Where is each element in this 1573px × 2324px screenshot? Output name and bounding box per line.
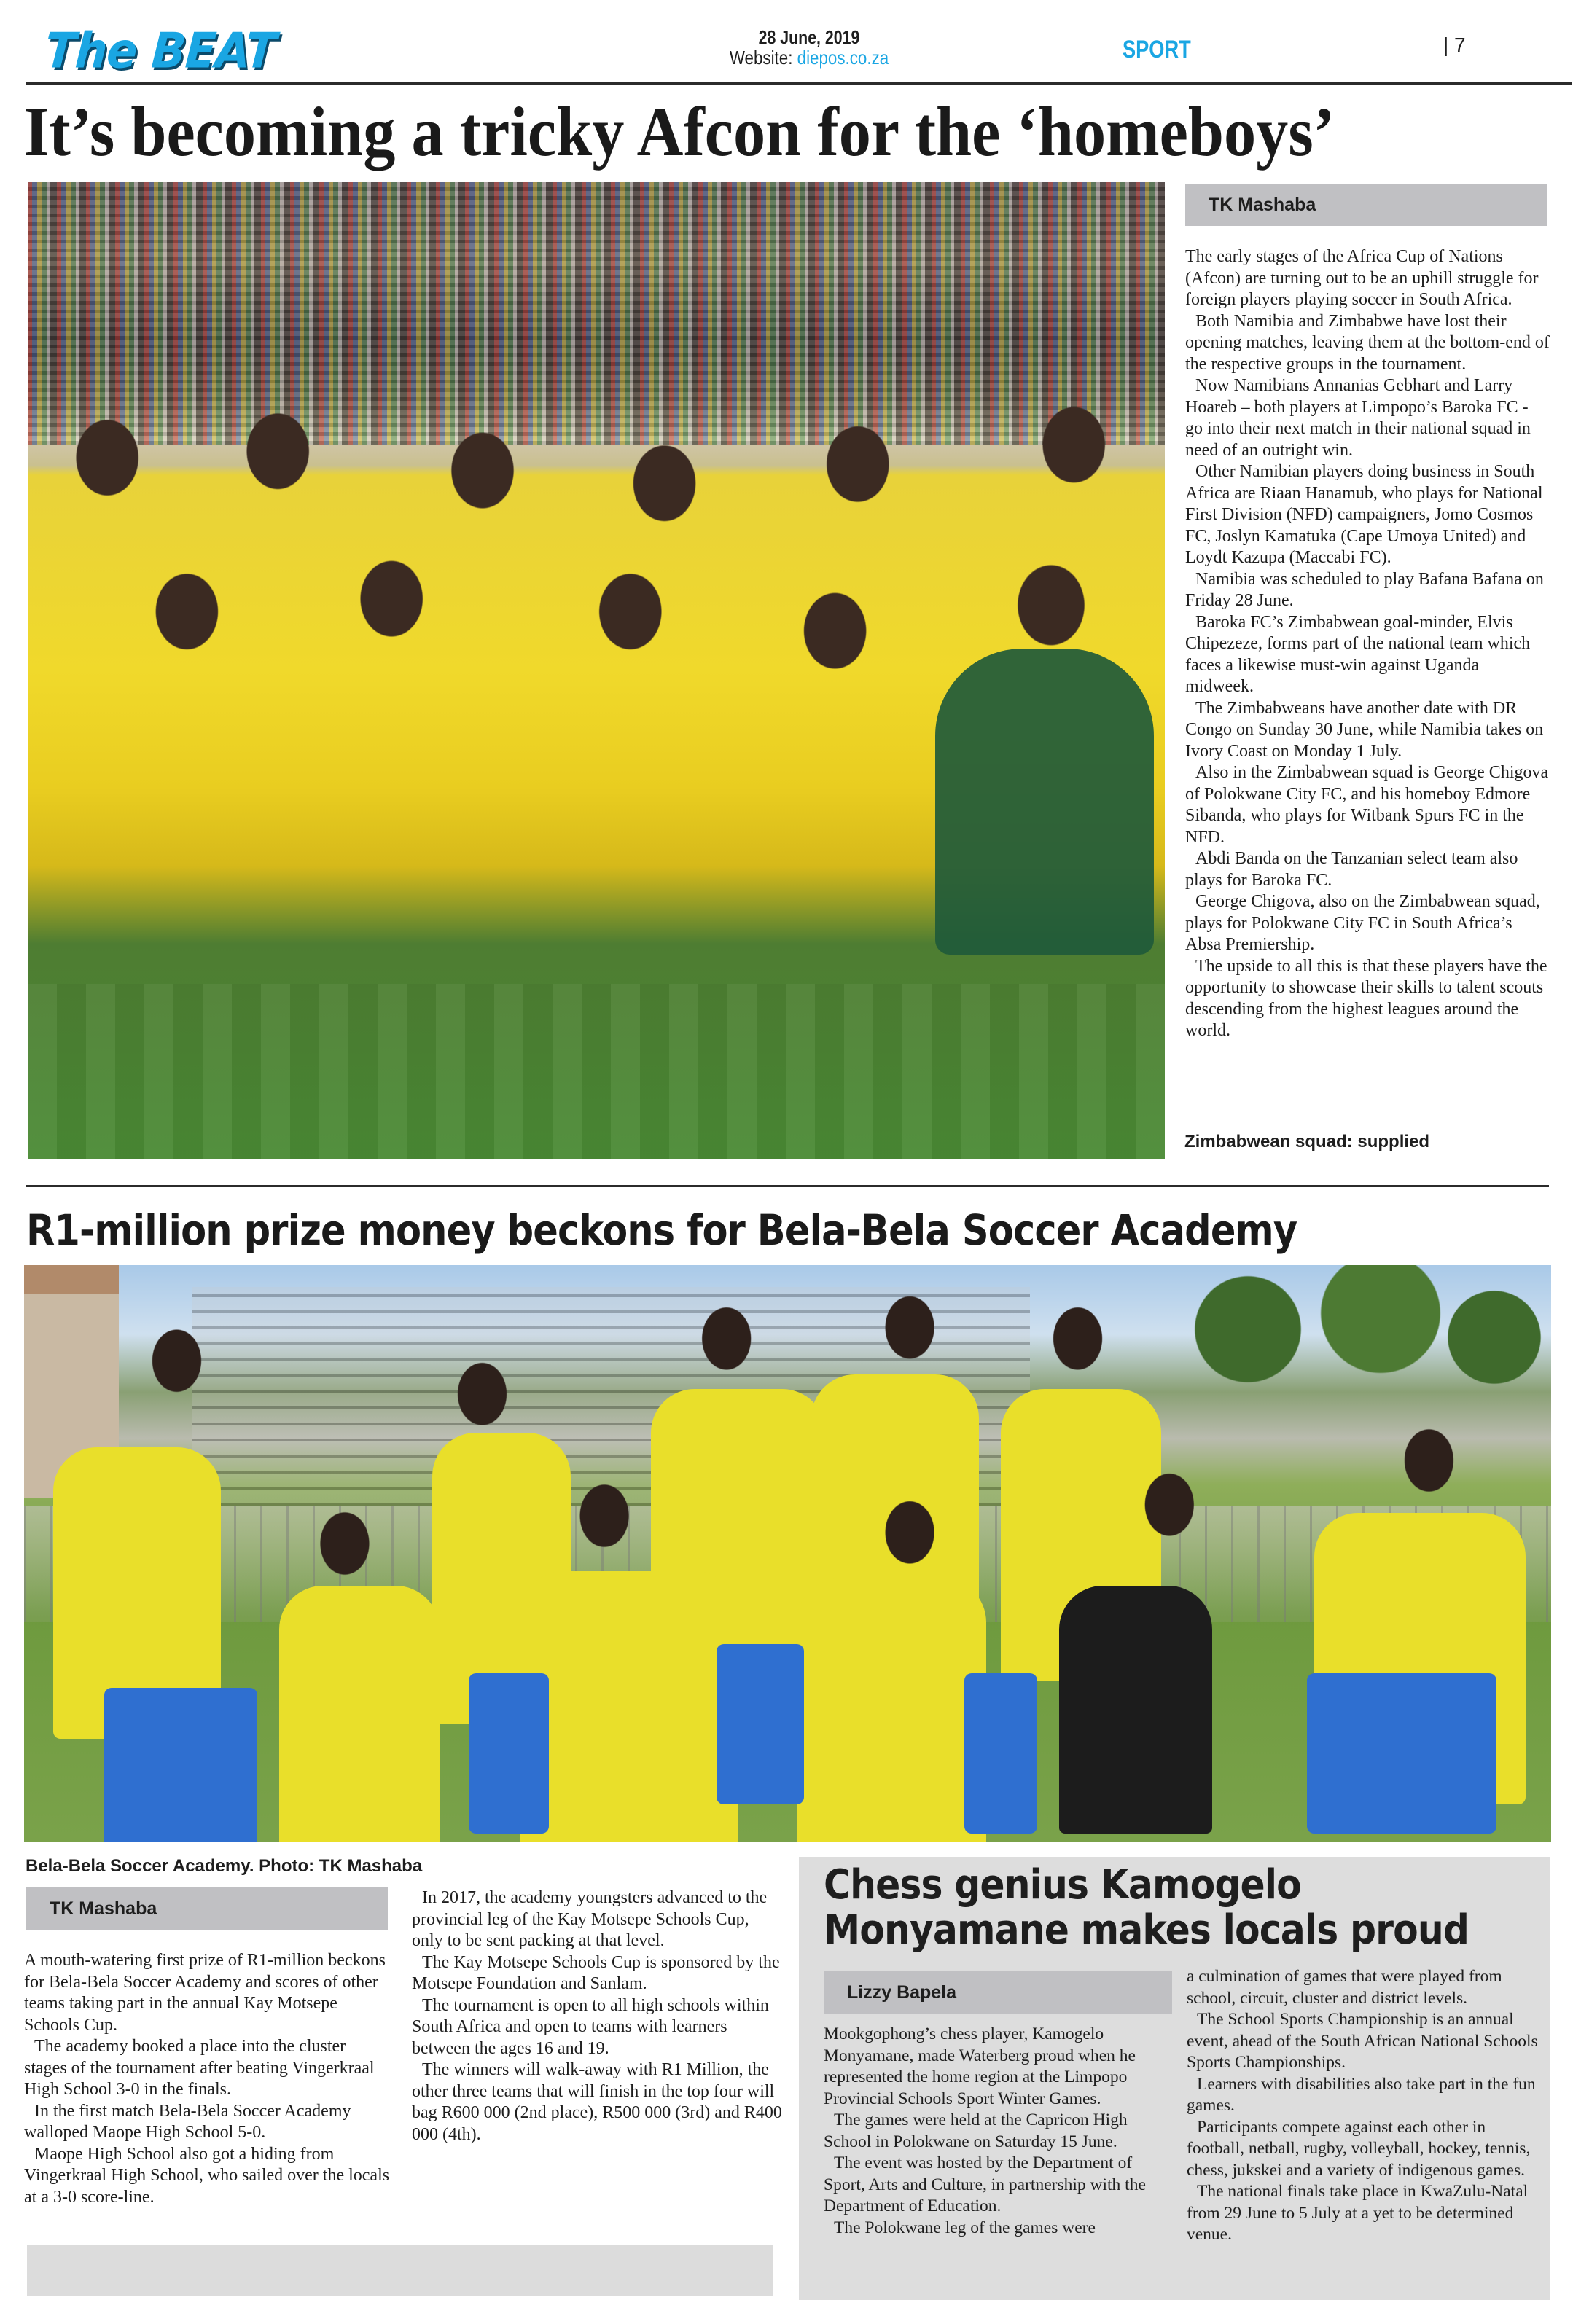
- article-1-photo-caption: Zimbabwean squad: supplied: [1184, 1132, 1430, 1151]
- paragraph: In 2017, the academy youngsters advanced to the provincial leg of the Kay Motsepe Schools Cup, only to be sent packing at that level.: [412, 1888, 768, 1950]
- section-label: SPORT: [1123, 36, 1191, 63]
- paragraph: Mookgophong’s chess player, Kamogelo Monyamane, made Waterberg proud when he represented the home region at the Limpopo Provincial Schools Sport Winter Games.: [824, 2024, 1136, 2108]
- paragraph: Participants compete against each other in football, netball, rugby, volleyball, hockey, tennis, chess, jukskei and a variety of indigenous games.: [1187, 2117, 1531, 2180]
- paragraph: Now Namibians Annanias Gebhart and Larry Hoareb – both players at Limpopo’s Baroka FC - go into their next match in their national squad in need of an outright win.: [1185, 376, 1531, 460]
- paragraph: The games were held at the Capricon High School in Polokwane on Saturday 15 June.: [824, 2110, 1128, 2151]
- paragraph: Namibia was scheduled to play Bafana Bafana on Friday 28 June.: [1185, 569, 1544, 610]
- paragraph: Abdi Banda on the Tanzanian select team also plays for Baroka FC.: [1185, 849, 1518, 890]
- paragraph: The winners will walk-away with R1 Million, the other three teams that will finish in the top four will bag R600 000 (2nd place), R500 000 (3rd) and R400 000 (4th).: [412, 2060, 782, 2144]
- paragraph: a culmination of games that were played from school, circuit, cluster and district levels.: [1187, 1967, 1502, 2008]
- paragraph: The academy booked a place into the cluster stages of the tournament after beating Vingerkraal High School 3-0 in the finals.: [24, 2037, 375, 2099]
- paragraph: Learners with disabilities also take part in the fun games.: [1187, 2074, 1536, 2115]
- paragraph: A mouth-watering first prize of R1-million beckons for Bela-Bela Soccer Academy and scores of other teams taking part in the annual Kay Motsepe Schools Cup.: [24, 1951, 386, 2035]
- page-number: | 7: [1443, 34, 1466, 56]
- pitch: [28, 984, 1165, 1159]
- section-divider: [26, 1185, 1549, 1187]
- article-3-byline: Lizzy Bapela: [824, 1971, 1172, 2014]
- website-line: [677, 47, 940, 69]
- paragraph: Also in the Zimbabwean squad is George Chigova of Polokwane City FC, and his homeboy Edmore Sibanda, who plays for Witbank Spurs FC in the NFD.: [1185, 763, 1549, 847]
- paragraph: Baroka FC’s Zimbabwean goal-minder, Elvis Chipezeze, forms part of the national team which faces a likewise must-win against Uganda midweek.: [1185, 612, 1531, 696]
- paragraph: The Kay Motsepe Schools Cup is sponsored by the Motsepe Foundation and Sanlam.: [412, 1952, 780, 1993]
- paragraph: Maope High School also got a hiding from Vingerkraal High School, who sailed over the locals at a 3-0 score-line.: [24, 2144, 390, 2207]
- publication-logo: The BEAT: [43, 22, 278, 79]
- paragraph: The tournament is open to all high schools within South Africa and open to teams with learners between the ages 16 and 19.: [412, 1995, 769, 2058]
- article-1-headline: It’s becoming a tricky Afcon for the ‘homeboys’: [24, 93, 1335, 171]
- paragraph: George Chigova, also on the Zimbabwean squad, plays for Polokwane City FC in South Africa’s Absa Premiership.: [1185, 892, 1540, 954]
- article-2-photo: [24, 1265, 1551, 1842]
- article-2-byline: TK Mashaba: [26, 1887, 388, 1930]
- goalkeeper-figure: [935, 649, 1154, 955]
- paragraph: The Zimbabweans have another date with DR Congo on Sunday 30 June, while Namibia takes on Ivory Coast on Monday 1 July.: [1185, 698, 1544, 761]
- article-2-headline: R1-million prize money beckons for Bela-Bela Soccer Academy: [26, 1205, 1297, 1255]
- article-3-headline: Chess genius Kamogelo Monyamane makes locals proud: [824, 1861, 1469, 1954]
- website-link[interactable]: diepos.co.za: [797, 47, 889, 69]
- paragraph: The event was hosted by the Department of Sport, Arts and Culture, in partnership with the Department of Education.: [824, 2153, 1146, 2215]
- paragraph: Both Namibia and Zimbabwe have lost their opening matches, leaving them at the bottom-end of the respective groups in the tournament.: [1185, 311, 1550, 374]
- empty-ad-box: [27, 2245, 773, 2296]
- player-group: [24, 1294, 1551, 1842]
- paragraph: The upside to all this is that these players have the opportunity to showcase their skills to talent scouts descending from the highest leagues around the world.: [1185, 956, 1547, 1040]
- article-2-photo-caption: Bela-Bela Soccer Academy. Photo: TK Mashaba: [26, 1856, 423, 1876]
- issue-date: 28 June, 2019: [758, 26, 860, 48]
- masthead-divider: [26, 82, 1572, 85]
- article-1-body: [1185, 246, 1550, 1042]
- paragraph: The School Sports Championship is an annual event, ahead of the South African National Schools Sports Championships.: [1187, 2010, 1538, 2072]
- paragraph: The early stages of the Africa Cup of Nations (Afcon) are turning out to be an uphill struggle for foreign players playing soccer in South Africa.: [1185, 247, 1539, 309]
- paragraph: In the first match Bela-Bela Soccer Academy walloped Maope High School 5-0.: [24, 2101, 351, 2142]
- website-label: Website:: [729, 47, 793, 69]
- article-1-photo: [28, 182, 1165, 1159]
- paragraph: The Polokwane leg of the games were: [834, 2218, 1096, 2237]
- paragraph: The national finals take place in KwaZulu-Natal from 29 June to 5 July at a yet to be determined venue.: [1187, 2182, 1529, 2244]
- article-2-column-2: [412, 1887, 784, 2145]
- article-2-column-1: [24, 1950, 392, 2208]
- article-3-column-1: [824, 2024, 1174, 2239]
- article-1-byline: TK Mashaba: [1185, 184, 1547, 226]
- article-3-column-2: [1187, 1966, 1544, 2246]
- paragraph: Other Namibian players doing business in South Africa are Riaan Hanamub, who plays for National First Division (NFD) campaigners, Jomo Cosmos FC, Joslyn Kamatuka (Cape Umoya United) and Loydt Kazupa (Maccabi FC).: [1185, 462, 1543, 567]
